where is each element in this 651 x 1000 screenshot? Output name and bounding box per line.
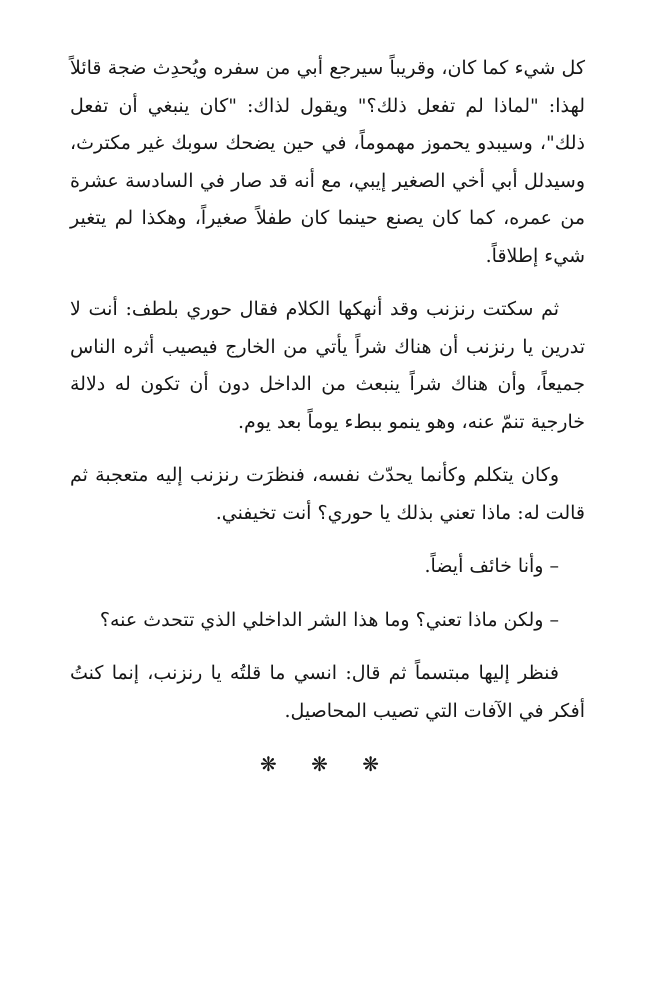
paragraph-3: وكان يتكلم وكأنما يحدّث نفسه، فنظرَت رنزنب إليه متعجبة ثم قالت له: ماذا تعني بذلك يا حوري؟ أنت تخيفني.	[70, 464, 585, 524]
page-body	[70, 50, 585, 784]
paragraph-2: ثم سكتت رنزنب وقد أنهكها الكلام فقال حوري بلطف: أنت لا تدرين يا رنزنب أن هناك شراً يأتي من الخارج فيصيب أثره الناس جميعاً، وأن هناك شراً ينبعث من الداخل دون أن تكون له دلالة خارجية تنمّ عنه، وهو ينمو ببطء يوماً بعد يوم.	[70, 298, 585, 433]
section-divider-ornament: ❋ ❋ ❋	[260, 752, 393, 776]
paragraph-4: فنظر إليها مبتسماً ثم قال: انسي ما قلتُه يا رنزنب، إنما كنتُ أفكر في الآفات التي تصيب المحاصيل.	[70, 662, 585, 722]
dialogue-line-2: – ولكن ماذا تعني؟ وما هذا الشر الداخلي الذي تتحدث عنه؟	[99, 608, 559, 631]
dialogue-line-1: – وأنا خائف أيضاً.	[424, 555, 559, 577]
paragraph-1: كل شيء كما كان، وقريباً سيرجع أبي من سفره ويُحدِث ضجة قائلاً لهذا: "لماذا لم تفعل ذلك؟" ويقول لذاك: "كان ينبغي أن تفعل ذلك"، وسيبدو يحموز مهموماً، في حين يضحك سوبك غير مكترث، وسيدلل أبي أخي الصغير إيبي، مع أنه قد صار في السادسة عشرة من عمره، كما كان يصنع حينما كان طفلاً صغيراً، وهكذا لم يتغير شيء إطلاقاً.	[70, 57, 585, 267]
